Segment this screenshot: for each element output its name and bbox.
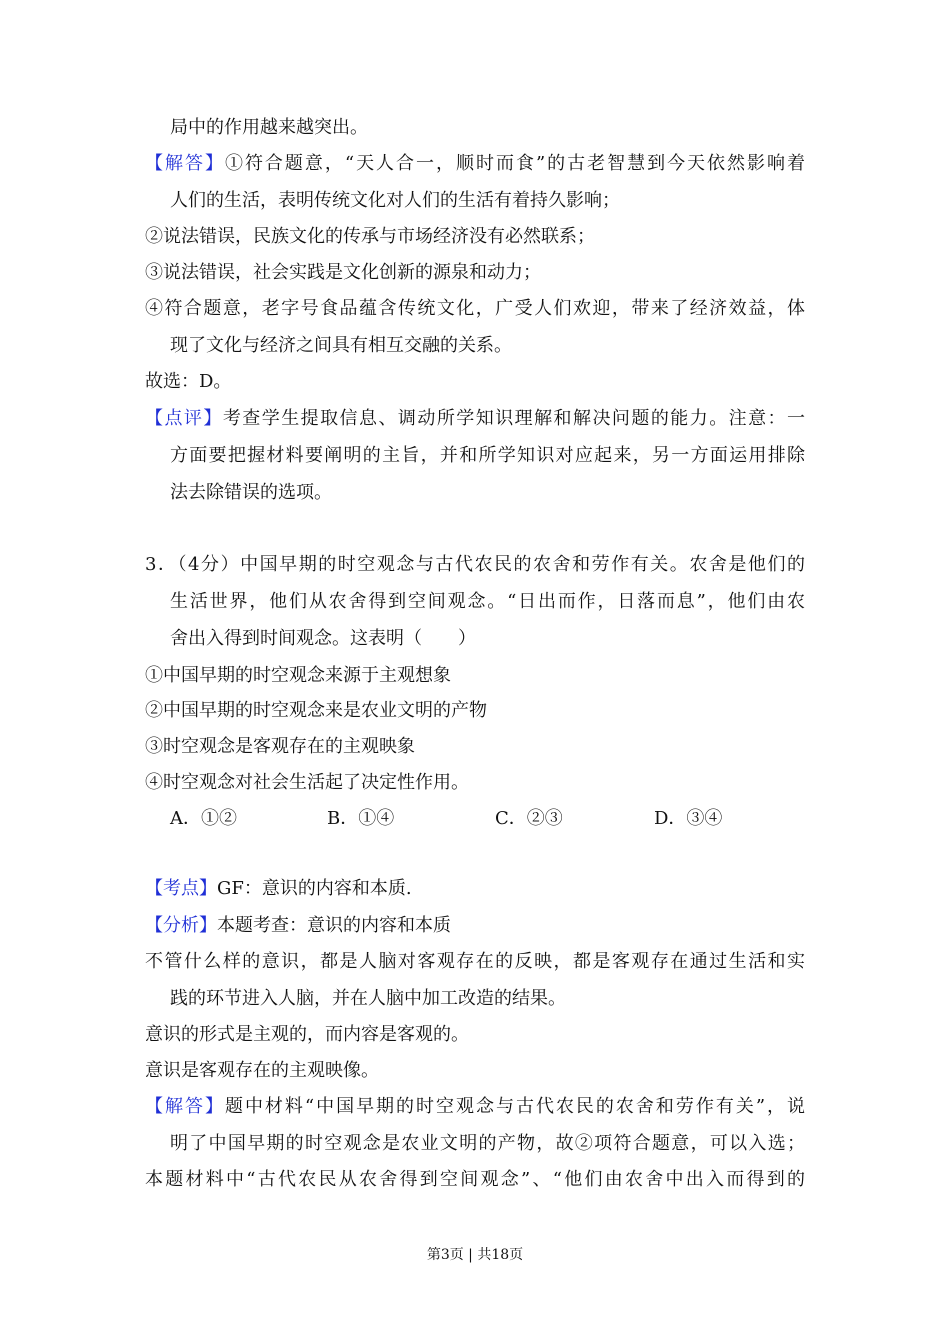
- key-point-label: 【考点】: [145, 878, 217, 899]
- text-line: 不管什么样的意识，都是人脑对客观存在的反映，都是客观存在通过生活和实: [145, 951, 805, 972]
- answer-line: [145, 1095, 805, 1119]
- question-item: ④时空观念对社会生活起了决定性作用。: [145, 772, 469, 793]
- text: 题中材料“中国早期的时空观念与古代农民的农舍和劳作有关”，说: [224, 1096, 805, 1117]
- question-stem: 生活世界，他们从农舍得到空间观念。“日出而作，日落而息”，他们由农: [170, 591, 805, 612]
- analysis-line: [145, 914, 805, 938]
- comment-label: 【点评】: [145, 408, 223, 429]
- text-line: ②说法错误，民族文化的传承与市场经济没有必然联系；: [145, 226, 595, 247]
- text-line: 意识是客观存在的主观映像。: [145, 1060, 379, 1081]
- text: 本题考查：意识的内容和本质: [217, 915, 451, 936]
- answer-label: 【解答】: [145, 153, 225, 174]
- text: GF：意识的内容和本质.: [217, 878, 412, 899]
- comment-line: [145, 407, 805, 431]
- key-point-line: [145, 877, 805, 901]
- text-line: 人们的生活，表明传统文化对人们的生活有着持久影响；: [170, 190, 620, 211]
- analysis-label: 【分析】: [145, 915, 217, 936]
- text-line: 故选：D。: [145, 371, 232, 392]
- text-line: 法去除错误的选项。: [170, 482, 332, 503]
- text-line: ④符合题意，老字号食品蕴含传统文化，广受人们欢迎，带来了经济效益，体: [145, 298, 805, 319]
- question-item: ①中国早期的时空观念来源于主观想象: [145, 665, 451, 686]
- page-footer: 第3页 | 共18页: [426, 1247, 524, 1263]
- question-stem: 舍出入得到时间观念。这表明（ ）: [170, 628, 476, 649]
- answer-line: [145, 152, 805, 176]
- text: 考查学生提取信息、调动所学知识理解和解决问题的能力。注意：一: [222, 408, 806, 429]
- question-item: ②中国早期的时空观念来是农业文明的产物: [145, 700, 487, 721]
- option-b: B．①④: [327, 808, 395, 829]
- option-a: A．①②: [170, 808, 237, 829]
- text-line: 意识的形式是主观的，而内容是客观的。: [145, 1024, 469, 1045]
- text-line: ③说法错误，社会实践是文化创新的源泉和动力；: [145, 262, 541, 283]
- text-line: 本题材料中“古代农民从农舍得到空间观念”、“他们由农舍中出入而得到的: [145, 1169, 805, 1190]
- question-item: ③时空观念是客观存在的主观映象: [145, 736, 415, 757]
- text-line: 方面要把握材料要阐明的主旨，并和所学知识对应起来，另一方面运用排除: [170, 445, 805, 466]
- question-stem: 3．（4分）中国早期的时空观念与古代农民的农舍和劳作有关。农舍是他们的: [145, 554, 805, 575]
- text-line: 明了中国早期的时空观念是农业文明的产物，故②项符合题意，可以入选；: [170, 1133, 805, 1154]
- text: ①符合题意，“天人合一，顺时而食”的古老智慧到今天依然影响着: [224, 153, 805, 174]
- text-line: 现了文化与经济之间具有相互交融的关系。: [170, 335, 512, 356]
- option-c: C．②③: [495, 808, 563, 829]
- text-line: 践的环节进入人脑，并在人脑中加工改造的结果。: [170, 988, 566, 1009]
- answer-label: 【解答】: [145, 1096, 225, 1117]
- option-d: D．③④: [654, 808, 723, 829]
- text-line: 局中的作用越来越突出。: [170, 117, 368, 138]
